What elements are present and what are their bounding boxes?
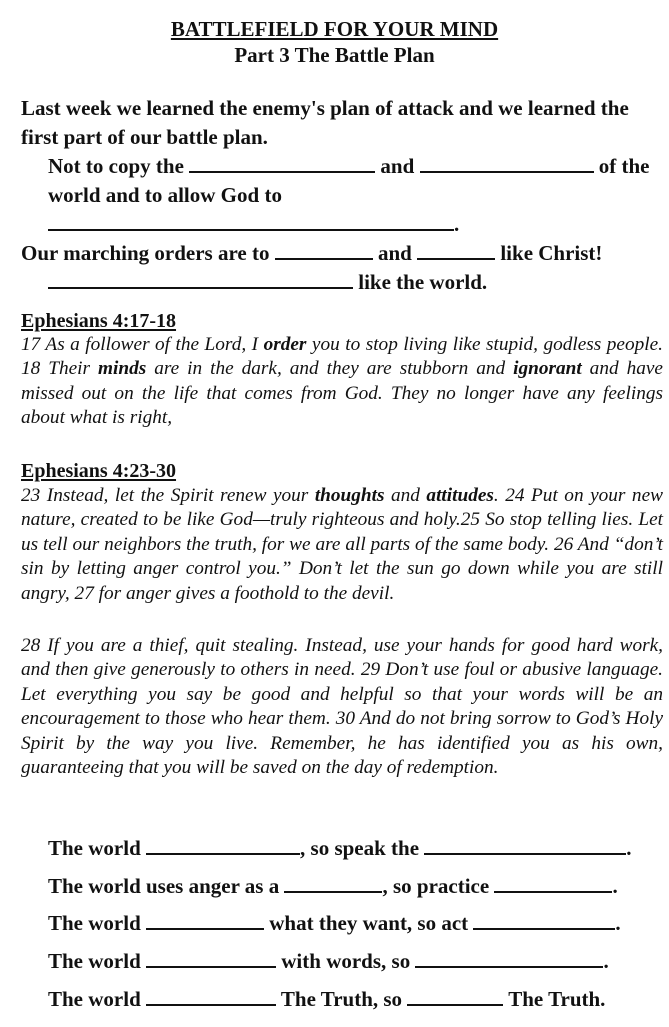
fill-row-5 [48,985,605,1014]
passage-2-heading: Ephesians 4:23-30 [21,460,177,482]
intro-blank-line [48,210,459,239]
blank-fill-3b[interactable] [473,910,615,930]
blank-orders-1[interactable] [275,240,373,260]
fill-row-3 [48,909,621,938]
fill-label: The Truth. [508,987,606,1011]
verse-text: 17 As a follower of the Lord, I [21,334,264,355]
orders-line-1 [21,239,602,268]
orders-like-world: like the world. [358,270,488,294]
period: . [612,874,618,898]
intro-line-1: Last week we learned the enemy's plan of attack and we learned the [21,96,629,120]
fill-label: The world [48,987,141,1011]
blank-allow-god[interactable] [48,211,454,231]
blank-fill-4a[interactable] [146,948,276,968]
fill-row-4 [48,947,609,976]
period: . [615,911,621,935]
intro-world-line: world and to allow God to [48,183,282,207]
blank-fill-5a[interactable] [146,986,276,1006]
period: . [454,212,460,236]
verse-text: and have missed out on the life that comes from God. They no longer have any feelings about what is right, [21,358,663,429]
verse-emphasis: thoughts [314,485,385,506]
copy-of-the: of the [598,154,650,178]
page-title: BATTLEFIELD FOR YOUR MIND [170,17,499,41]
fill-label: The world [48,949,141,973]
orders-line-2 [48,268,487,297]
fill-label: The world [48,911,141,935]
copy-label: Not to copy the [48,154,184,178]
verse-text: 23 Instead, let the Spirit renew your [21,485,315,506]
verse-text: and [384,485,427,506]
verse-text: . 24 Put on your new nature, created to be like God—truly righteous and holy.25 So stop telling lies. Let us tell our neighbors the truth, for we are all parts of the same body. 26 And “don’t sin by letting anger control you.” Don’t let the sun go down while you are still angry, 27 for anger gives a foothold to the devil. [21,485,663,604]
page-subtitle: Part 3 The Battle Plan [234,43,435,67]
orders-and: and [377,241,412,265]
verse-text: you to stop living like stupid, godless people. 18 Their [21,334,663,380]
period: . [603,949,609,973]
fill-label: , so speak the [300,836,420,860]
fill-row-1 [48,834,632,863]
blank-orders-2[interactable] [417,240,495,260]
copy-and: and [380,154,415,178]
blank-fill-1a[interactable] [146,835,300,855]
orders-like-christ: like Christ! [500,241,603,265]
fill-label: The world uses anger as a [48,874,280,898]
fill-label: , so practice [382,874,490,898]
fill-row-2 [48,872,618,901]
blank-fill-3a[interactable] [146,910,264,930]
blank-fill-4b[interactable] [415,948,603,968]
blank-copy-2[interactable] [420,153,594,173]
fill-label: The Truth, so [280,987,403,1011]
verse-text: are in the dark, and they are stubborn and [146,358,514,380]
orders-label: Our marching orders are to [21,241,270,265]
intro-line-2: first part of our battle plan. [21,125,268,149]
blank-fill-2b[interactable] [494,873,612,893]
verse-emphasis: minds [98,358,147,380]
passage-2-paragraph-2: 28 If you are a thief, quit stealing. Instead, use your hands for good hard work, and then give generously to others in need. 29 Don’t use foul or abusive language. Let everything you say be good and helpful so that your words will be an encouragement to those who hear them. 30 And do not bring sorrow to God’s Holy Spirit by the way you live. Remember, he has identified you as his own, guaranteeing that you will be saved on the day of redemption. [21,635,663,779]
period: . [626,836,632,860]
fill-label: what they want, so act [269,911,469,935]
intro-copy-line [48,152,650,181]
verse-emphasis: attitudes [426,485,494,506]
blank-fill-2a[interactable] [284,873,382,893]
verse-emphasis: order [263,334,307,355]
blank-copy-1[interactable] [189,153,375,173]
blank-fill-5b[interactable] [407,986,503,1006]
verse-emphasis: ignorant [513,358,582,380]
fill-label: The world [48,836,141,860]
passage-1-heading: Ephesians 4:17-18 [21,310,177,332]
fill-label: with words, so [281,949,411,973]
blank-fill-1b[interactable] [424,835,626,855]
passage-1-text [21,333,663,431]
passage-2-text [21,484,663,606]
blank-orders-3[interactable] [48,269,353,289]
